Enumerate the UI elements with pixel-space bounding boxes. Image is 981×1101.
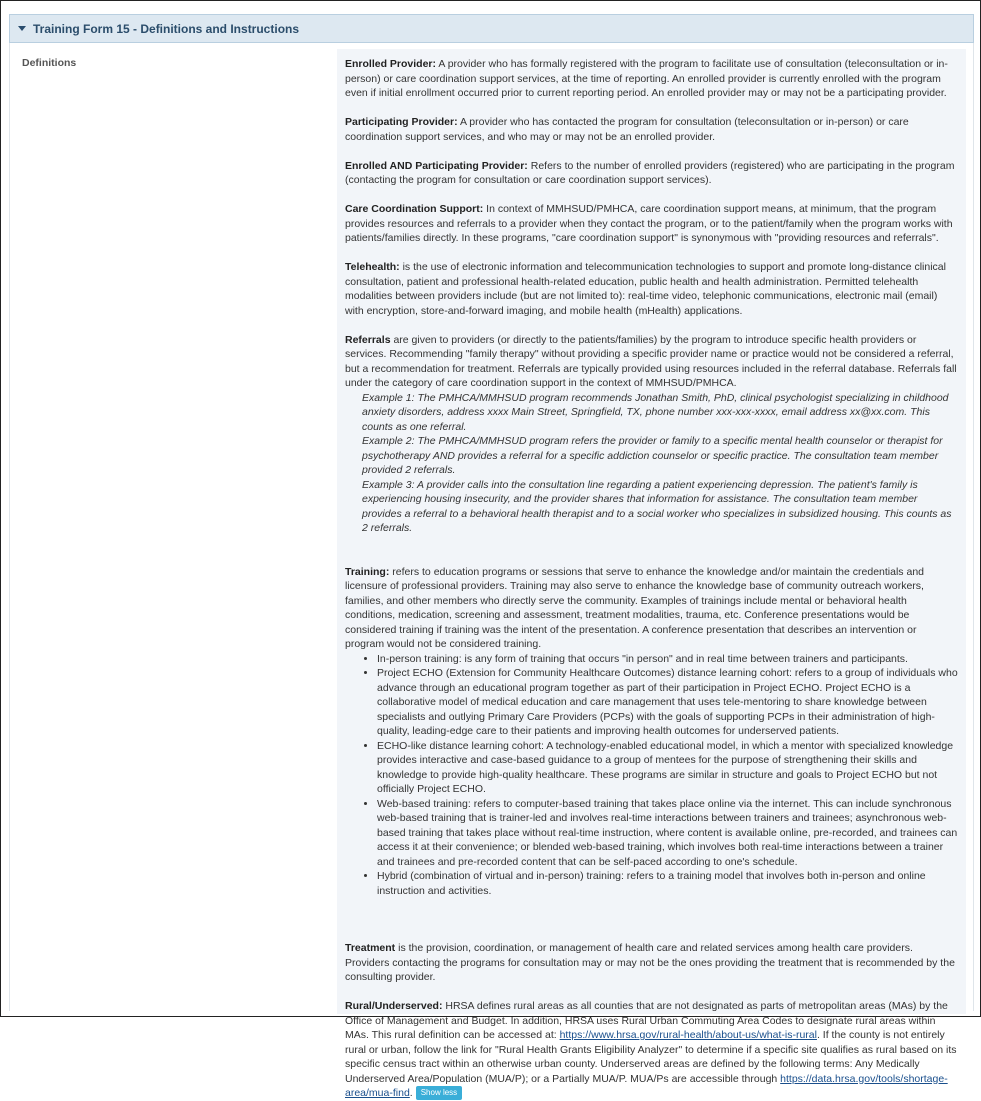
def-text: . (409, 1087, 413, 1099)
term-label: Enrolled Provider: (345, 58, 437, 70)
term-label: Referrals (345, 333, 391, 346)
referral-example-1: Example 1: The PMHCA/MMHSUD program recommends Jonathan Smith, PhD, clinical psychologist specializing in childhood anxiety disorders, address xxxx Main Street, Springfield, TX, phone number xxx-xxx-xxxx, email address xx@xx.com. This counts as one referral. (362, 391, 949, 433)
def-text: . If the county is not entirely rural or urban, follow the link for "Rural Health Grants Eligibility Analyzer" to determine if a specific site qualifies as rural based on its specific census tract within an otherwise urban county. Underserved areas are defined by the following terms: Any Medically Underserved Area/Population (MUA/P); or a Partially MUA/P. MUA/Ps are accessible through (345, 1029, 957, 1085)
def-text: is the use of electronic information and telecommunication technologies to support and promote long-distance clinical consultation, patient and professional health-related education, public health and health administration. Permitted telehealth modalities between providers include (but are not limited to): real-time video, telephonic communications, electronic mail (email) with encryption, store-and-forward imaging, and mobile health (mHealth) applications. (345, 261, 946, 317)
def-text: HRSA defines rural areas as all counties that are not designated as parts of metropolitan areas (MAs) by the Office of Management and Budget. In addition, HRSA uses Rural Urban Commuting Area Codes to designate rural areas within MAs. This rural definition can be accessed at: (345, 1000, 948, 1041)
def-treatment (345, 941, 958, 985)
term-label: Training: (345, 565, 390, 578)
caret-down-icon[interactable] (18, 26, 26, 31)
list-item: • Project ECHO (Extension for Community Healthcare Outcomes) distance learning cohort: refers to a group of individuals who advance through an educational program together as part of their participation in Project ECHO. Project ECHO is a collaborative model of medical education and care management that uses tele-mentoring to share knowledge between specialists and outlying Primary Care Providers (PCPs) with the goals of supporting PCPs in their administration of high-quality, leading-edge care to their patients and improving health outcomes for underserved patients. (377, 666, 958, 739)
term-label: Telehealth: (345, 261, 400, 273)
def-text: are given to providers (or directly to the patients/families) by the program to introduce specific health providers or services. Recommending "family therapy" without providing a specific provider name or practice would not be considered a referral, but a recommendation for treatment. Referrals are typically provided using resources included in the referral database. Referrals fall under the category of care coordination support in the context of MMHSUD/PMHCA. (345, 333, 957, 389)
def-care-coordination (345, 202, 958, 246)
panel-body (9, 43, 974, 1099)
panel-title: Training Form 15 - Definitions and Instructions (33, 21, 300, 36)
def-text: A provider who has contacted the program for consultation (teleconsultation or in-person) or care coordination support services, and who may or may not be an enrolled provider. (345, 116, 909, 143)
def-text: In context of MMHSUD/PMHCA, care coordination support means, at minimum, that the program provides resources and referrals to a provider when they contact the program, or to the patient/family when the program works with patients/families directly. In these programs, "care coordination support" is synonymous with "providing resources and referrals". (345, 203, 953, 244)
term-label: Participating Provider: (345, 116, 458, 128)
term-label: Rural/Underserved: (345, 1000, 443, 1012)
list-item: • Hybrid (combination of virtual and in-person) training: refers to a training model that involves both in-person and online instruction and activities. (377, 869, 958, 898)
def-text: A provider who has formally registered with the program to facilitate use of consultation (teleconsultation or in-person) or care coordination support services, at the time of reporting. An enrolled provider is currently enrolled with the program even if initial enrollment occurred prior to current reporting period. An enrolled provider may or may not be a participating provider. (345, 58, 948, 99)
show-less-button[interactable]: Show less (416, 1086, 462, 1100)
list-item: • In-person training: is any form of training that occurs "in person" and in real time between trainers and participants. (377, 652, 958, 667)
def-text: refers to education programs or sessions that serve to enhance the knowledge and/or maintain the credentials and licensure of professional providers. Training may also serve to enhance the knowledge base of community outreach workers, families, and other members who directly serve the community. Examples of trainings include mental or behavioral health conditions, medication, screening and assessment, treatment modalities, trauma, etc. Conference presentations would be considered training if training was the intent of the presentation. A conference presentation that describes an intervention or program would not be considered training. (345, 565, 924, 650)
term-label: Treatment (345, 942, 396, 954)
definitions-label: Definitions (22, 57, 77, 69)
hrsa-rural-link[interactable]: https://www.hrsa.gov/rural-health/about-us/what-is-rural (559, 1029, 817, 1041)
term-label: Care Coordination Support: (345, 203, 484, 215)
def-text: Refers to the number of enrolled providers (registered) who are participating in the program (contacting the program for consultation or care coordination support services). (345, 159, 955, 186)
training-list (345, 652, 958, 899)
referral-example-3: Example 3: A provider calls into the consultation line regarding a patient experiencing depression. The patient's family is experiencing housing insecurity, and the provider shares that information for assistance. The consultation team member provides a referral to a behavioral health therapist and to a social worker who specializes in subsidized housing. This counts as 2 referrals. (362, 478, 952, 534)
def-telehealth (345, 260, 958, 318)
hrsa-mua-link[interactable]: https://data.hrsa.gov/tools/shortage-area/mua-find (345, 1072, 948, 1099)
def-referrals (345, 333, 958, 536)
definitions-content (337, 49, 966, 1099)
def-rural-underserved (345, 999, 958, 1101)
def-participating-provider (345, 115, 958, 144)
referrals-intro (345, 333, 958, 391)
list-item: • Web-based training: refers to computer-based training that takes place online via the internet. This can include synchronous web-based training that is trainer-led and involves real-time interactions between trainers and trainees; asynchronous web-based training that takes place without real-time instruction, where content is available online, pre-recorded, and trainees can access it at their convenience; or blended web-based training, which involves both real-time interactions between a trainer and trainees and pre-recorded content that can be self-paced according to one's schedule. (377, 797, 958, 870)
referral-example-2: Example 2: The PMHCA/MMHSUD program refers the provider or family to a specific mental health counselor or therapist for psychotherapy AND provides a referral for a specific addiction counselor or specific practice. The consultation team member provided 2 referrals. (362, 435, 943, 476)
list-item: • ECHO-like distance learning cohort: A technology-enabled educational model, in which a mentor with specialized knowledge provides interactive and case-based guidance to a group of mentees for the purpose of strengthening their skills and knowledge to provide high-quality healthcare. These programs are similar in structure and goals to Project ECHO but not officially Project ECHO. (377, 739, 958, 797)
def-text: is the provision, coordination, or management of health care and related services among health care providers. Providers contacting the programs for consultation may or may not be the ones providing the treatment that is recommended by the consulting provider. (345, 942, 955, 983)
def-training (345, 565, 958, 899)
training-intro (345, 565, 958, 652)
panel-header[interactable] (9, 14, 974, 43)
term-label: Enrolled AND Participating Provider: (345, 159, 528, 172)
def-enrolled-and-participating (345, 159, 958, 188)
def-enrolled-provider (345, 57, 958, 101)
